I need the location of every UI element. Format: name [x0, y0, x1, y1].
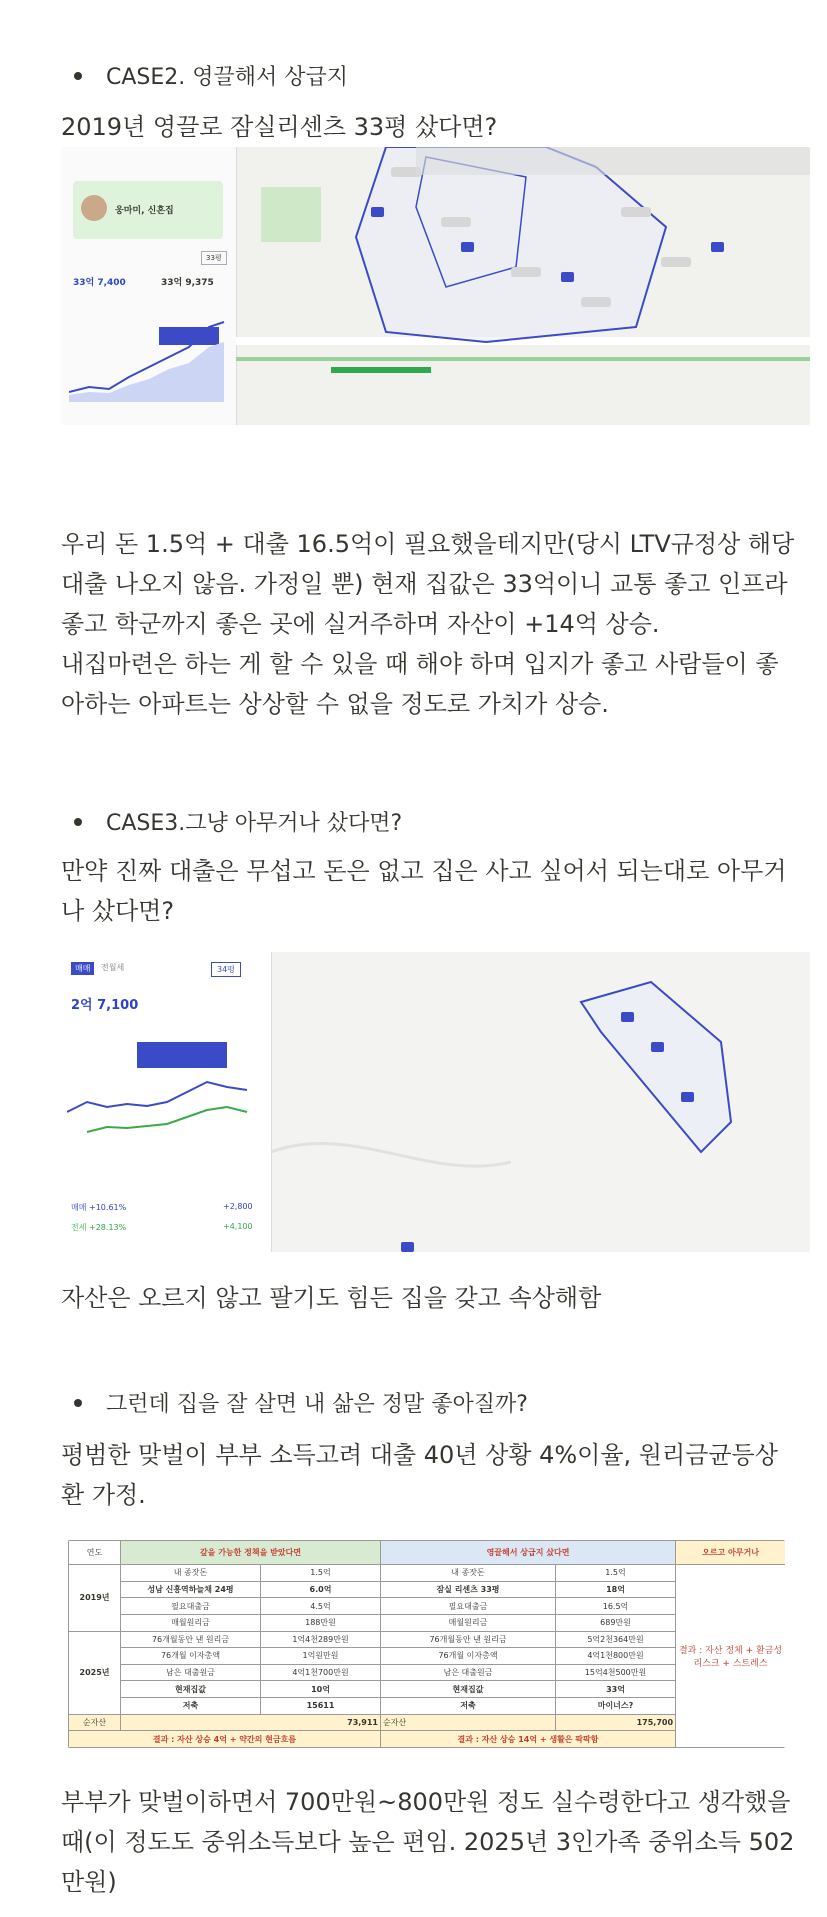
map-marker[interactable]	[651, 1042, 664, 1052]
complex-boundary	[236, 147, 810, 425]
rate-a	[71, 1202, 126, 1213]
cell: 10억	[261, 1681, 381, 1698]
net-a: 73,911	[121, 1714, 381, 1731]
map-toolbar[interactable]	[416, 147, 810, 175]
cell: 저축	[381, 1698, 556, 1715]
cell: 필요대출금	[121, 1598, 261, 1615]
rate-b-label: 전세	[71, 1223, 87, 1232]
bullet-dot	[74, 818, 82, 826]
cell: 1.5억	[261, 1565, 381, 1582]
map-marker[interactable]	[401, 1242, 414, 1252]
price-left: 33억 7,400	[73, 278, 126, 288]
avatar	[81, 195, 107, 221]
tab-trade[interactable]: 매매	[71, 962, 94, 975]
life-heading: 그런데 집을 잘 살면 내 삶은 정말 좋아질까?	[106, 1392, 528, 1417]
cell: 현재집값	[121, 1681, 261, 1698]
case2-paragraph-1: 우리 돈 1.5억 + 대출 16.5억이 필요했을테지만(당시 LTV규정상 해당 대출 나오지 않음. 가정일 뿐) 현재 집값은 33억이니 교통 좋고 인프라 좋고 학군까지 좋은 곳에 실거주하며 자산이 +14억 상승.	[61, 530, 795, 638]
cell: 33억	[556, 1681, 676, 1698]
cell: 잠실 리센츠 33평	[381, 1581, 556, 1598]
price-right: 33억 9,375	[161, 278, 214, 288]
cell: 내 종잣돈	[381, 1565, 556, 1582]
life-bullet	[74, 1387, 528, 1418]
year-2019: 2019년	[69, 1565, 121, 1632]
rate-b-value: +28.13%	[89, 1223, 127, 1232]
size-dropdown[interactable]: 33평	[201, 251, 227, 265]
cell: 1억4천289만원	[261, 1631, 381, 1648]
boundary-outline	[581, 982, 731, 1152]
cell: 매월원리금	[381, 1614, 556, 1631]
cell: 4억1천700만원	[261, 1664, 381, 1681]
header-col-b: 영끌해서 상급지 샀다면	[381, 1541, 676, 1565]
summary-col-b: 결과 : 자산 상승 14억 + 생활은 팍팍함	[381, 1731, 676, 1748]
case3-bullet	[74, 806, 402, 837]
cheap-apartment-map-image	[61, 952, 810, 1252]
cell: 남은 대출원금	[381, 1664, 556, 1681]
cell: 16.5억	[556, 1598, 676, 1615]
cell: 필요대출금	[381, 1598, 556, 1615]
price-trend-chart	[67, 1032, 263, 1162]
case3-result: 자산은 오르지 않고 팔기도 힘든 집을 갖고 속상해함	[61, 1284, 602, 1312]
net-label-a: 순자산	[69, 1714, 121, 1731]
closing-paragraph: 부부가 맞벌이하면서 700만원~800만원 정도 실수령한다고 생각했을 때(이 정도도 중위소득보다 높은 편임. 2025년 3인가족 중위소득 502만원)	[61, 1788, 795, 1896]
cell: 76개월동안 낸 원리금	[381, 1631, 556, 1648]
bullet-dot	[74, 72, 82, 80]
cell: 5억2천364만원	[556, 1631, 676, 1648]
cell: 남은 대출원금	[121, 1664, 261, 1681]
rate-a-amount: +2,800	[223, 1202, 253, 1211]
map-marker[interactable]	[711, 242, 724, 252]
rhysenz-map-image	[61, 147, 810, 425]
chart-tooltip	[137, 1042, 227, 1068]
cell: 현재집값	[381, 1681, 556, 1698]
cell: 15611	[261, 1698, 381, 1715]
cell: 188만원	[261, 1614, 381, 1631]
apartment-block	[581, 297, 611, 307]
year-2025: 2025년	[69, 1631, 121, 1714]
net-label-b: 순자산	[381, 1714, 556, 1731]
case2-question: 2019년 영끌로 잠실리센츠 33평 샀다면?	[61, 113, 498, 141]
map-marker[interactable]	[461, 242, 474, 252]
map-marker[interactable]	[621, 1012, 634, 1022]
rate-b-amount: +4,100	[223, 1222, 253, 1231]
price: 2억 7,100	[71, 998, 139, 1013]
case2-bullet	[74, 60, 348, 91]
case3-heading: CASE3.그냥 아무거나 샀다면?	[106, 811, 403, 836]
apartment-block	[621, 207, 651, 217]
header-col-a: 갚을 가능한 정책을 받았다면	[121, 1541, 381, 1565]
map-marker[interactable]	[681, 1092, 694, 1102]
tab-rent[interactable]: 전월세	[101, 963, 125, 972]
rent-line	[87, 1107, 247, 1132]
apartment-block	[661, 257, 691, 267]
header-col-c: 오르고 아무거나	[676, 1541, 785, 1565]
cell: 76개월 이자총액	[121, 1648, 261, 1665]
cell: 6.0억	[261, 1581, 381, 1598]
price-panel	[61, 952, 272, 1252]
life-assumption: 평범한 맞벌이 부부 소득고려 대출 40년 상황 4%이율, 원리금균등상환 가정.	[61, 1441, 778, 1509]
summary-col-a: 결과 : 자산 상승 4억 + 약간의 현금흐름	[69, 1731, 381, 1748]
cell: 18억	[556, 1581, 676, 1598]
comparison-table-image	[68, 1540, 785, 1748]
case2-heading: CASE2. 영끌해서 상급지	[106, 65, 349, 90]
case3-question: 만약 진짜 대출은 무섭고 돈은 없고 집은 사고 싶어서 되는대로 아무거나 샀다면?	[61, 857, 787, 925]
cell: 마이너스?	[556, 1698, 676, 1715]
rate-a-label: 매매	[71, 1203, 87, 1212]
cell: 성남 신흥역하늘채 24평	[121, 1581, 261, 1598]
case2-paragraph-2: 내집마련은 하는 게 할 수 있을 때 해야 하며 입지가 좋고 사람들이 좋아하는 아파트는 상상할 수 없을 정도로 가치가 상승.	[61, 650, 779, 718]
comparison-table	[68, 1540, 785, 1748]
rate-b	[71, 1222, 126, 1233]
cell: 689만원	[556, 1614, 676, 1631]
price-panel	[61, 147, 237, 425]
rate-a-value: +10.61%	[89, 1203, 127, 1212]
apartment-block	[441, 217, 471, 227]
complex-boundary	[271, 952, 810, 1252]
bullet-dot	[74, 1399, 82, 1407]
net-b: 175,700	[556, 1714, 676, 1731]
trend-area	[69, 342, 224, 402]
profile-name: 웅마미, 신혼집	[115, 206, 174, 216]
profile-card	[73, 181, 223, 239]
cell: 4억1천800만원	[556, 1648, 676, 1665]
cell: 76개월동안 낸 원리금	[121, 1631, 261, 1648]
cell: 15억4천500만원	[556, 1664, 676, 1681]
cell: 4.5억	[261, 1598, 381, 1615]
cell: 내 종잣돈	[121, 1565, 261, 1582]
map-marker[interactable]	[371, 207, 384, 217]
map-marker[interactable]	[561, 272, 574, 282]
chart-tooltip	[159, 327, 219, 345]
size-dropdown[interactable]: 34평	[211, 962, 241, 977]
summary-col-c: 결과 : 자산 정체 + 환금성 리스크 + 스트레스	[676, 1565, 785, 1748]
header-year: 연도	[69, 1541, 121, 1565]
cell: 76개월 이자총액	[381, 1648, 556, 1665]
cell: 매월원리금	[121, 1614, 261, 1631]
cell: 저축	[121, 1698, 261, 1715]
apartment-block	[511, 267, 541, 277]
road	[271, 1143, 511, 1166]
cell: 1.5억	[556, 1565, 676, 1582]
cell: 1억원만원	[261, 1648, 381, 1665]
price-trend-chart	[69, 297, 229, 407]
